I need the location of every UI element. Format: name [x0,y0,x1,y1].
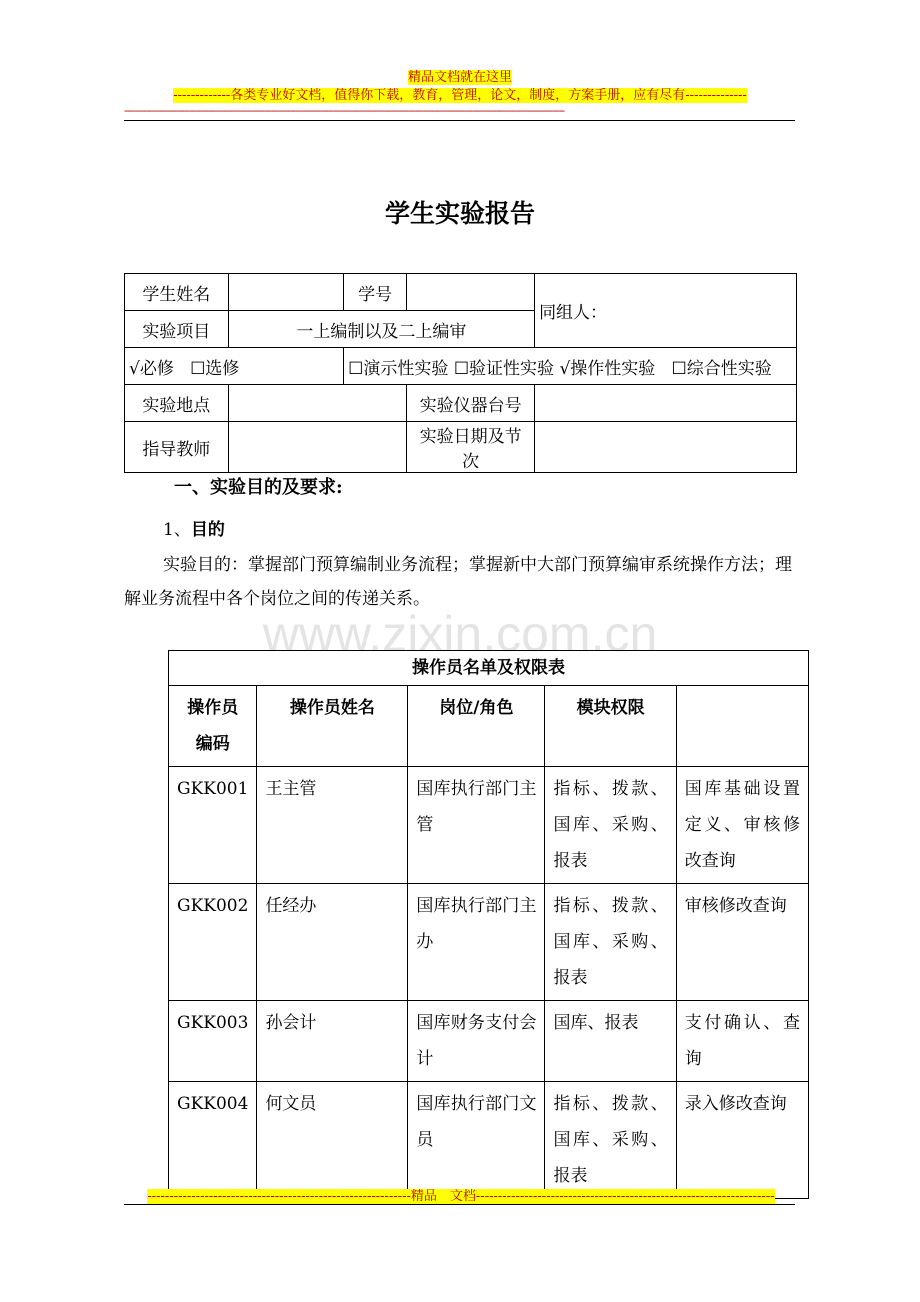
table-row [169,1001,809,1082]
operator-modules: 指标、拨款、国库、采购、报表 [545,767,676,884]
header-dash-line: ------------------------------------------------------------------------------------------------------------------------------------------------------------------ [124,104,565,117]
header-ad-text: -------------各类专业好文档，值得你下载，教育，管理，论文，制度，方案手册，应有尽有-------------- [173,88,747,103]
operator-code: GKK002 [169,884,257,1001]
footer-text: ------------------------------------------------------------精品 文档-------------------------------------------------------------------- [147,1189,775,1204]
table-row [169,767,809,884]
partner-label: 同组人： [539,303,608,323]
operator-modules: 指标、拨款、国库、采购、报表 [545,884,676,1001]
table-row [169,884,809,1001]
header-operator-code: 操作员编码 [169,686,257,767]
required-option: √必修 [129,358,174,379]
info-table [124,273,797,473]
header-ad-line [0,84,920,103]
operator-role: 国库财务支付会计 [408,1001,545,1082]
header-operator-name: 操作员姓名 [257,686,408,767]
subsection-heading [163,515,225,540]
footer-line [135,1185,787,1204]
date-value [535,422,797,473]
date-label: 实验日期及节次 [407,422,535,473]
footer-rule [124,1204,795,1205]
section-heading: 一、实验目的及要求: [174,477,343,498]
operator-rights: 审核修改查询 [676,884,808,1001]
partner-cell [535,274,797,348]
operator-name: 何文员 [257,1082,408,1199]
operator-name: 孙会计 [257,1001,408,1082]
operator-name: 王主管 [257,767,408,884]
operator-rights: 录入修改查询 [676,1082,808,1199]
header-rule [124,120,795,121]
instrument-value [535,385,797,422]
location-value [228,385,406,422]
student-id-value [407,274,535,311]
teacher-label: 指导教师 [125,422,229,473]
course-type-cell [125,348,344,385]
project-value: 一上编制以及二上编审 [228,311,534,348]
header-module-permission: 模块权限 [545,686,676,767]
table-row [169,1082,809,1199]
elective-option: ☐选修 [190,358,240,379]
operator-code: GKK003 [169,1001,257,1082]
subsection-label: 目的 [190,520,225,540]
type-operate-option: √操作性实验 [559,358,656,379]
operator-name: 任经办 [257,884,408,1001]
page-title: 学生实验报告 [384,199,535,228]
operator-table-caption: 操作员名单及权限表 [169,651,809,686]
student-id-label: 学号 [344,274,407,311]
operator-role: 国库执行部门文员 [408,1082,545,1199]
location-label: 实验地点 [125,385,229,422]
type-verify-option: ☐验证性实验 [453,358,555,379]
operator-table [168,650,809,1199]
operator-role: 国库执行部门主管 [408,767,545,884]
type-comprehensive-option: ☐综合性实验 [671,358,772,379]
operator-code: GKK004 [169,1082,257,1199]
type-demo-option: ☐演示性实验 [348,358,449,379]
watermark: www.zixin.com.cn [262,606,658,662]
header-blank [676,686,808,767]
purpose-paragraph: 实验目的：掌握部门预算编制业务流程；掌握新中大部门预算编审系统操作方法；理解业务流程中各个岗位之间的传递关系。 [124,555,792,609]
operator-modules: 指标、拨款、国库、采购、报表 [545,1082,676,1199]
operator-rights: 支付确认、查询 [676,1001,808,1082]
operator-modules: 国库、报表 [545,1001,676,1082]
project-label: 实验项目 [125,311,229,348]
header-top-text: 精品文档就在这里 [407,70,512,85]
header-top-line [0,66,920,85]
operator-code: GKK001 [169,767,257,884]
operator-rights: 国库基础设置定义、审核修改查询 [676,767,808,884]
teacher-value [228,422,406,473]
header-role: 岗位/角色 [408,686,545,767]
instrument-label: 实验仪器台号 [407,385,535,422]
student-name-value [228,274,344,311]
subsection-number: 1、 [163,520,191,540]
experiment-type-cell [344,348,797,385]
operator-role: 国库执行部门主办 [408,884,545,1001]
student-name-label: 学生姓名 [125,274,229,311]
